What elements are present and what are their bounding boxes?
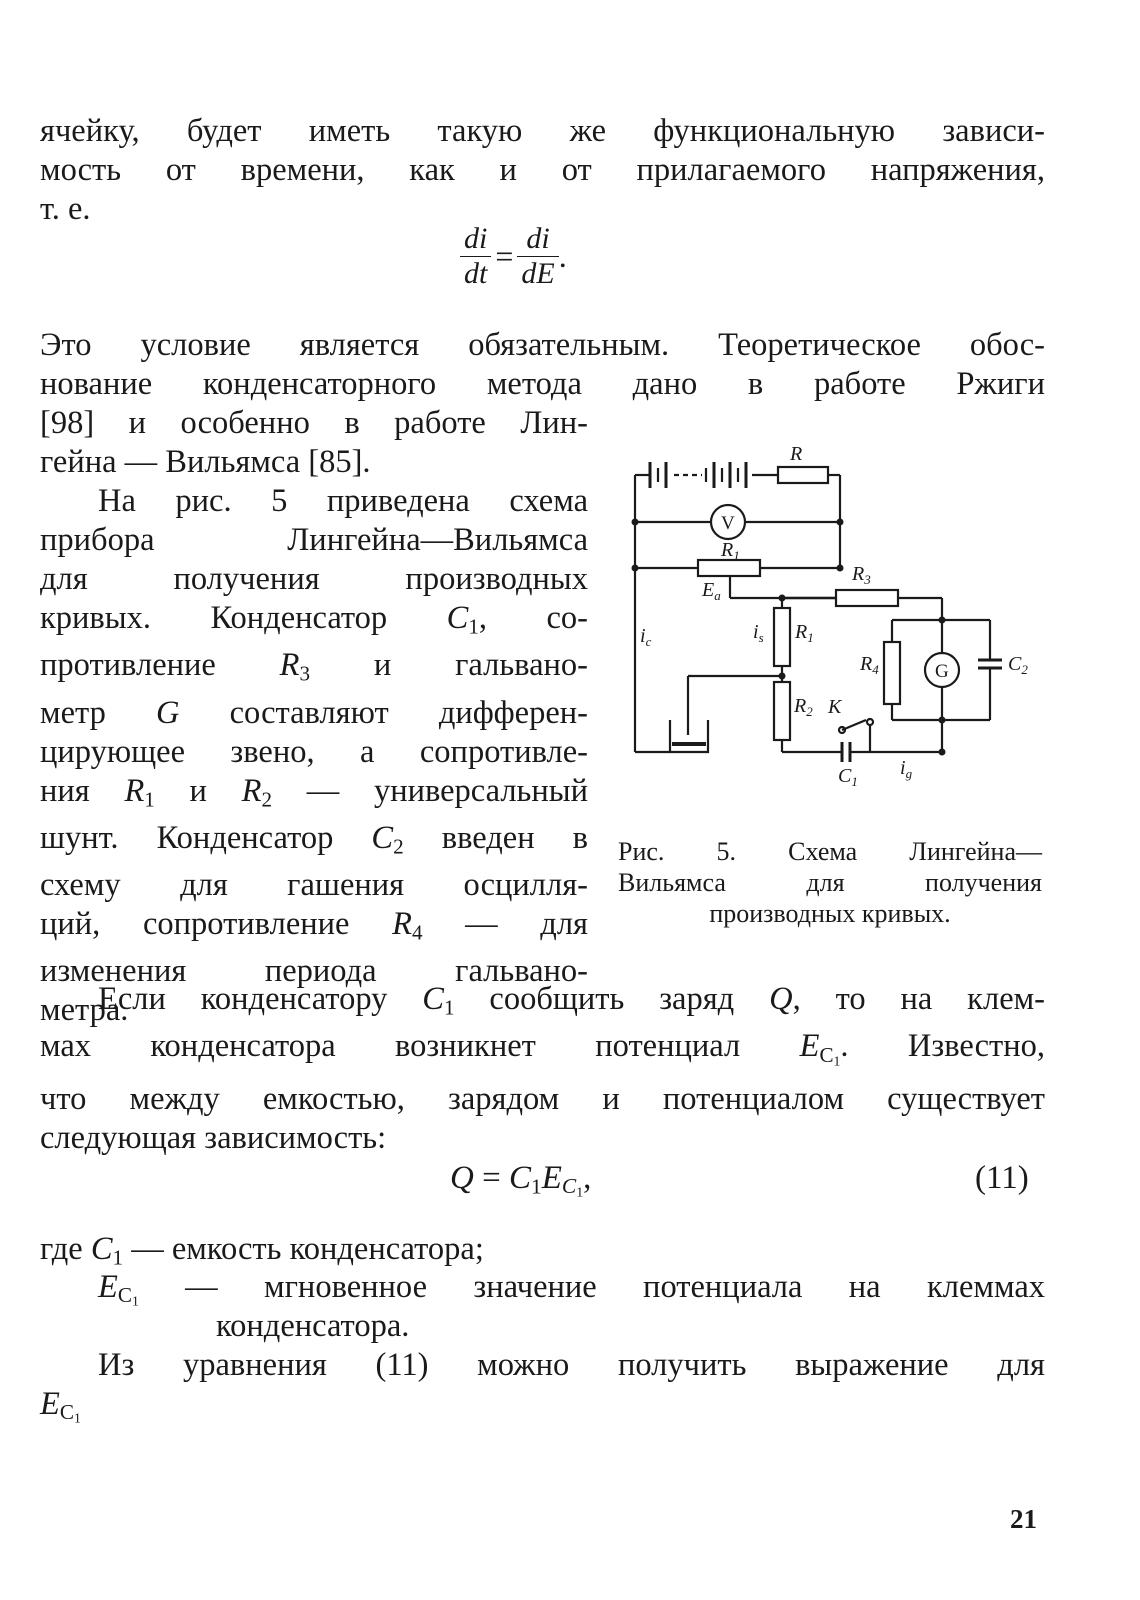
caption-line: производных кривых. — [709, 899, 951, 928]
svg-text:R4: $R_4$ — [860, 653, 879, 677]
label-R4: R — [860, 653, 873, 675]
text-line: $E_{C_1}$ — [40, 1386, 81, 1426]
text-line: кривых. Конденсатор $C_1$, со- — [40, 600, 588, 639]
equation-number: (11) — [975, 1160, 1029, 1196]
label-is: i — [753, 621, 759, 643]
definition-2-cont: конденсатора. — [216, 1308, 410, 1344]
svg-text:ig: $i_g$ — [900, 757, 913, 781]
text-line: ячейку, будет иметь такую же функциональную зависи- — [40, 113, 1045, 149]
circuit-diagram — [600, 430, 1050, 790]
paragraph-3 — [40, 482, 588, 1030]
text-line: гейна — Вильямса [85]. — [40, 444, 371, 480]
resistor-R — [778, 467, 828, 483]
text-line: Из уравнения (11) можно получить выражение для — [98, 1347, 1045, 1383]
label-C2: C — [1008, 653, 1022, 675]
text-line: шунт. Конденсатор $C_2$ введен в — [40, 819, 588, 859]
text-line: прибора Лингейна—Вильямса — [40, 522, 588, 558]
label-R2: R — [794, 695, 807, 717]
fraction: $\frac{di}{dt}$ — [460, 222, 491, 291]
text-line: На рис. 5 приведена схема — [98, 483, 588, 519]
caption-line: Вильямса для получения — [618, 868, 1042, 897]
text-line: следующая зависимость: — [40, 1119, 387, 1156]
text-line: метр G составляют дифферен- — [40, 694, 588, 731]
label-R: R — [790, 443, 803, 465]
svg-text:Ea: $E_a$ — [702, 579, 721, 603]
resistor-shunt-R1 — [774, 608, 790, 666]
svg-text:R3: $R_3$ — [852, 563, 871, 587]
text-line: мость от времени, как и от прилагаемого напряжения, — [40, 152, 1045, 188]
resistor-R1-potentiometer — [698, 560, 760, 576]
label-C1: C — [838, 765, 852, 787]
text-line: нование конденсаторного метода дано в работе Ржиги — [40, 366, 1045, 402]
text-line: т. е. — [40, 191, 91, 227]
svg-text:C2: $C_2$ — [1008, 653, 1028, 677]
text-line: для получения производных — [40, 561, 588, 597]
text-line: Если конденсатору $C_1$ сообщить заряд Q, то на клем- — [98, 981, 1046, 1020]
text-line: ций, сопротивление $R_4$ — для — [40, 906, 588, 945]
label-K: K — [828, 696, 842, 718]
figure-caption — [618, 836, 1042, 929]
formula-11: $Q = C_1E_{C_1}$, — [450, 1160, 592, 1201]
definition-1: где $C_1$ — емкость конденсатора; — [40, 1231, 484, 1270]
text-line: ния $R_1$ и $R_2$ — универсальный — [40, 772, 589, 811]
paragraph-2 — [40, 326, 1045, 404]
text-line: схему для гашения осцилля- — [40, 867, 588, 904]
label-R1-shunt: R — [795, 621, 808, 643]
text-line: Это условие является обязательным. Теоретическое обос- — [40, 327, 1045, 363]
svg-text:ic: $i_c$ — [640, 625, 652, 649]
text-line: цирующее звено, а сопротивле- — [40, 733, 588, 770]
battery-symbol — [635, 462, 778, 488]
text-line: изменения периода гальвано- — [40, 953, 588, 990]
label-V: V — [721, 513, 735, 534]
svg-text:R2: $R_2$ — [794, 695, 813, 719]
text-line: что между емкостью, зарядом и потенциалом существует — [40, 1080, 1045, 1117]
paragraph-2-narrow — [40, 404, 588, 482]
caption-line: Рис. 5. Схема Лингейна— — [618, 837, 1042, 866]
paragraph-5 — [40, 1346, 1045, 1438]
label-ig: i — [900, 757, 906, 779]
label-Ea: E — [702, 579, 715, 601]
resistor-shunt-R2 — [774, 682, 790, 740]
text-line: [98] и особенно в работе Лин- — [40, 405, 588, 441]
fraction: $\frac{di}{dE}$ — [517, 222, 558, 291]
label-R1: R — [721, 539, 734, 561]
label-G: G — [935, 661, 949, 682]
svg-text:is: $i_s$ — [753, 621, 764, 645]
text-line: метра. — [40, 992, 129, 1029]
paragraph-1 — [40, 112, 1045, 229]
text-line: противление $R_3$ и гальвано- — [40, 647, 588, 686]
svg-text:R1: $R_1$ — [795, 621, 814, 645]
formula-derivative: $\frac{di}{dt}$ = $\frac{di}{dE}$ . — [460, 222, 660, 291]
resistor-R4 — [884, 642, 900, 704]
svg-text:R1: $R_1$ — [721, 539, 740, 563]
paragraph-4 — [40, 980, 1045, 1158]
definition-2: $E_{C_1}$ — мгновенное значение потенциала на клеммах — [98, 1269, 1045, 1309]
page-number: 21 — [1010, 1504, 1037, 1534]
resistor-R3 — [836, 590, 898, 606]
label-R3: R — [852, 563, 865, 585]
text-line: мах конденсатора возникнет потенциал $E_{C_1}$. Известно, — [40, 1028, 1045, 1068]
svg-text:C1: $C_1$ — [838, 765, 858, 789]
label-ic: i — [640, 625, 646, 647]
